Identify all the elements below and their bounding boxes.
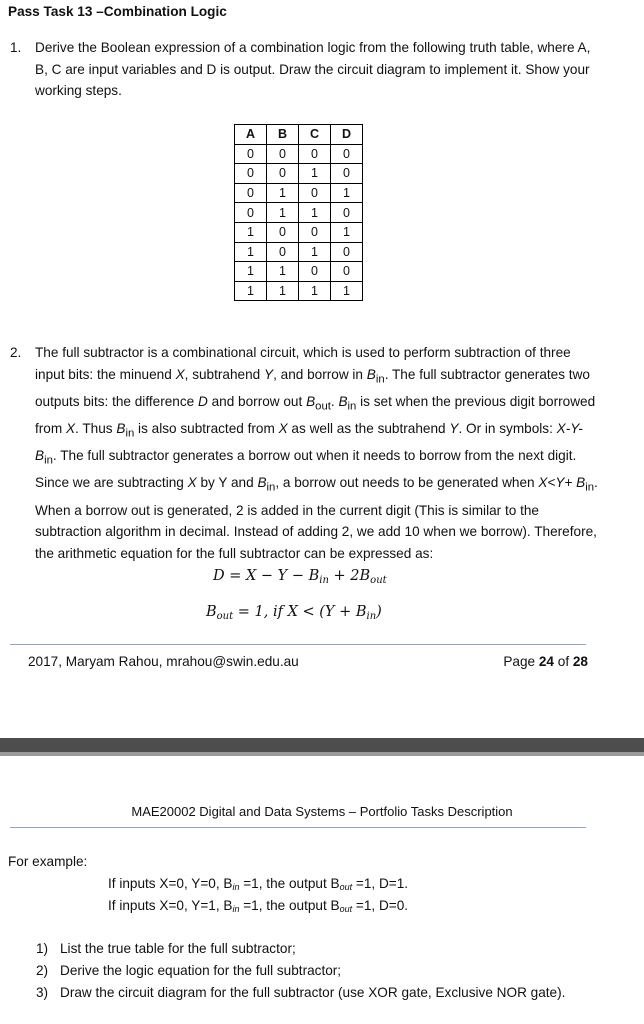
question-1-number: 1. [10,40,22,55]
example-line-1: If inputs X=0, Y=0, $B_{in} =1$, the output $B_{out} =1$, D=1. [108,876,409,892]
truth-table-cell: 0 [267,222,299,242]
question-1-text: Derive the Boolean expression of a combination logic from the following truth table, where A, B, C are input variables and D is output. Draw the circuit diagram to implement it. Show your working steps. [35,40,591,98]
truth-table-row [235,222,363,242]
truth-table-cell: 0 [331,144,363,164]
truth-table-header-row [235,125,363,145]
truth-table-cell: 0 [267,242,299,262]
header-c: C [299,125,331,145]
example-line-2: If inputs X=0, Y=1, $B_{in} =1$, the output $B_{out} =1$, D=0. [108,898,409,914]
question-2-number: 2. [10,345,22,360]
equation-borrow-out: $B_{out} = 1$, if $X < (Y + B_{in})$ [206,604,382,622]
truth-table-cell: 1 [331,281,363,301]
truth-table-cell: 1 [267,281,299,301]
header-b: B [267,125,299,145]
task-list-item: 1) List the true table for the full subtractor; [36,941,296,956]
task-list-item: 2) Derive the logic equation for the full subtractor; [36,963,342,978]
footer-author: 2017, Maryam Rahou, mrahou@swin.edu.au [28,654,299,669]
truth-table-cell: 0 [235,164,267,184]
equation-difference: $D = X - Y - B_{in} + 2B_{out}$ [213,568,387,586]
truth-table-row [235,262,363,282]
header-divider [10,827,586,828]
truth-table-cell: 0 [299,183,331,203]
truth-table-cell: 0 [299,222,331,242]
truth-table-cell: 1 [331,183,363,203]
truth-table-cell: 0 [331,242,363,262]
truth-table-row [235,203,363,223]
truth-table-cell: 0 [331,203,363,223]
truth-table-cell: 1 [267,183,299,203]
truth-table-cell: 0 [331,164,363,184]
page-header: MAE20002 Digital and Data Systems – Portfolio Tasks Description [131,804,513,819]
page-break-shadow [0,752,644,756]
truth-table-cell: 1 [235,242,267,262]
truth-table-cell: 0 [267,144,299,164]
truth-table-cell: 1 [299,164,331,184]
header-d: D [331,125,363,145]
header-a: A [235,125,267,145]
truth-table-cell: 1 [235,222,267,242]
footer-divider [10,644,586,645]
truth-table-cell: 1 [267,203,299,223]
task-title: Pass Task 13 –Combination Logic [8,4,227,19]
truth-table-cell: 1 [299,203,331,223]
truth-table-cell: 1 [267,262,299,282]
truth-table-cell: 0 [235,144,267,164]
truth-table-cell: 1 [331,222,363,242]
truth-table-row [235,242,363,262]
truth-table-cell: 1 [299,242,331,262]
page-break [0,738,644,752]
truth-table-cell: 0 [235,203,267,223]
footer-page-number: Page 24 of 28 [503,654,588,669]
task-list [36,938,565,1004]
truth-table-row [235,281,363,301]
truth-table-cell: 0 [331,262,363,282]
truth-table-cell: 0 [299,144,331,164]
question-1 [10,37,600,102]
truth-table-row [235,164,363,184]
truth-table [234,124,363,301]
question-2-text: The full subtractor is a combinational circuit, which is used to perform subtraction of three input bits: the minuend X, subtrahend Y, and borrow in $B_{in}$. The full subtractor generates two outputs bits: the difference D and borrow out $B_{out}$. $B_{in}$ is set when the previous digit borrowed from X. Thus $B_{in}$ is also subtracted from X as well as the subtrahend Y. Or in symbols: X-Y- $B_{in}$. The full subtractor generates a borrow out when it needs to borrow from the next digit. Since we are subtracting X by Y and $B_{in}$, a borrow out needs to be generated when $X<Y+ B_{in}$. When a borrow out is generated, 2 is added in the current digit (This is similar to the subtraction algorithm in decimal. Instead of adding 2, we add 10 when we borrow). Therefore, the arithmetic equation for the full subtractor can be expressed as: [35,345,598,561]
truth-table-row [235,183,363,203]
truth-table-cell: 0 [267,164,299,184]
truth-table-cell: 0 [235,183,267,203]
task-list-item: 3) Draw the circuit diagram for the full subtractor (use XOR gate, Exclusive NOR gate). [36,985,566,1000]
truth-table-cell: 1 [299,281,331,301]
truth-table-cell: 1 [235,281,267,301]
truth-table-cell: 0 [299,262,331,282]
question-2 [10,342,600,564]
truth-table-row [235,144,363,164]
truth-table-cell: 1 [235,262,267,282]
example-label: For example: [8,854,88,869]
